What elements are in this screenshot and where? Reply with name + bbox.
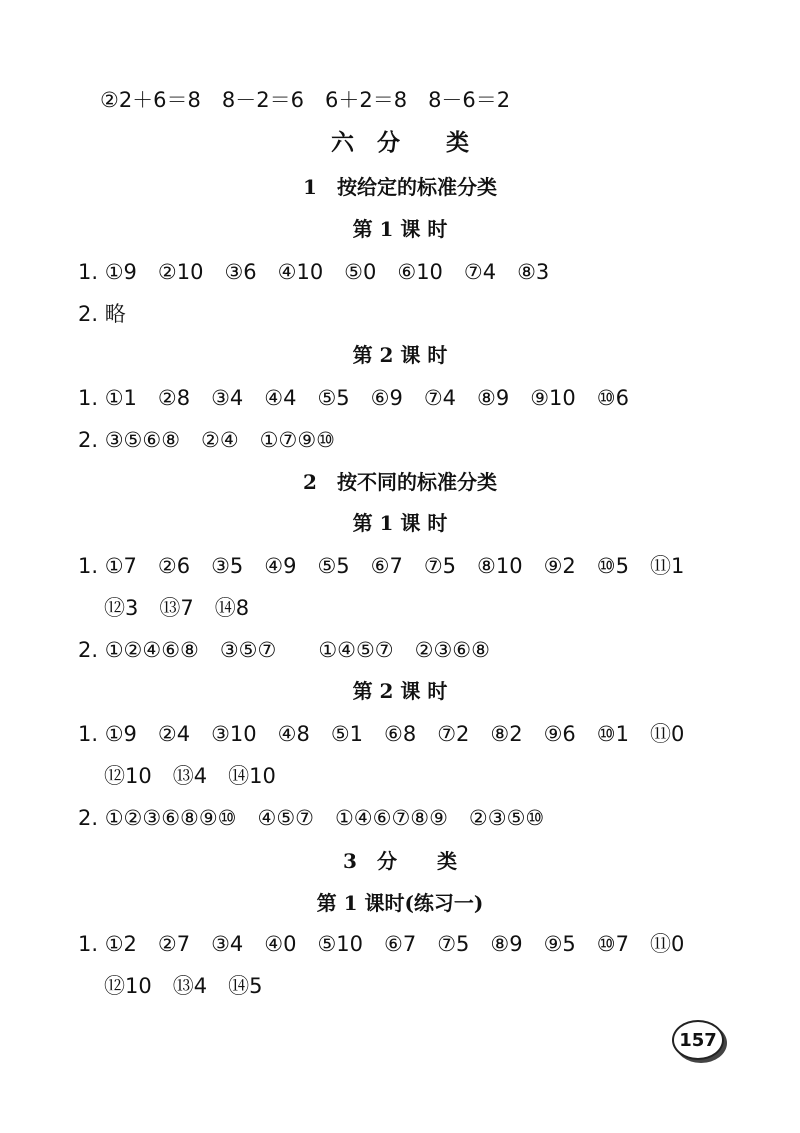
answer-line: 2. ①②④⑥⑧ ③⑤⑦ ①④⑤⑦ ②③⑥⑧ [78, 638, 490, 662]
answer-line: 2. ①②③⑥⑧⑨⑩ ④⑤⑦ ①④⑥⑦⑧⑨ ②③⑤⑩ [78, 806, 545, 830]
lesson-title: 第 1 课 时 [352, 511, 448, 535]
section-title-1: 1 按给定的标准分类 [303, 175, 497, 199]
answer-line: 1. ①1 ②8 ③4 ④4 ⑤5 ⑥9 ⑦4 ⑧9 ⑨10 ⑩6 [78, 386, 629, 410]
section-title-3: 3 分 类 [343, 849, 457, 873]
section-title-2: 2 按不同的标准分类 [303, 470, 497, 494]
answer-line: 1. ①2 ②7 ③4 ④0 ⑤10 ⑥7 ⑦5 ⑧9 ⑨5 ⑩7 ⑪0 [78, 932, 685, 956]
lesson-title: 第 2 课 时 [352, 343, 448, 367]
chapter-title: 六 分 类 [331, 129, 469, 156]
answer-line: 2. 略 [78, 302, 126, 326]
answer-line-continued: ⑫10 ⑬4 ⑭10 [104, 764, 276, 788]
page-number: 157 [672, 1020, 724, 1060]
lesson-title: 第 2 课 时 [352, 679, 448, 703]
equations-line: ②2＋6＝8 8－2＝6 6＋2＝8 8－6＝2 [100, 88, 511, 112]
answer-line: 1. ①9 ②10 ③6 ④10 ⑤0 ⑥10 ⑦4 ⑧3 [78, 260, 550, 284]
answer-line: 2. ③⑤⑥⑧ ②④ ①⑦⑨⑩ [78, 428, 335, 452]
answer-line: 1. ①7 ②6 ③5 ④9 ⑤5 ⑥7 ⑦5 ⑧10 ⑨2 ⑩5 ⑪1 [78, 554, 685, 578]
lesson-title: 第 1 课时(练习一) [316, 891, 484, 915]
answer-line-continued: ⑫3 ⑬7 ⑭8 [104, 596, 250, 620]
answer-line-continued: ⑫10 ⑬4 ⑭5 [104, 974, 263, 998]
lesson-title: 第 1 课 时 [352, 217, 448, 241]
answer-line: 1. ①9 ②4 ③10 ④8 ⑤1 ⑥8 ⑦2 ⑧2 ⑨6 ⑩1 ⑪0 [78, 722, 685, 746]
